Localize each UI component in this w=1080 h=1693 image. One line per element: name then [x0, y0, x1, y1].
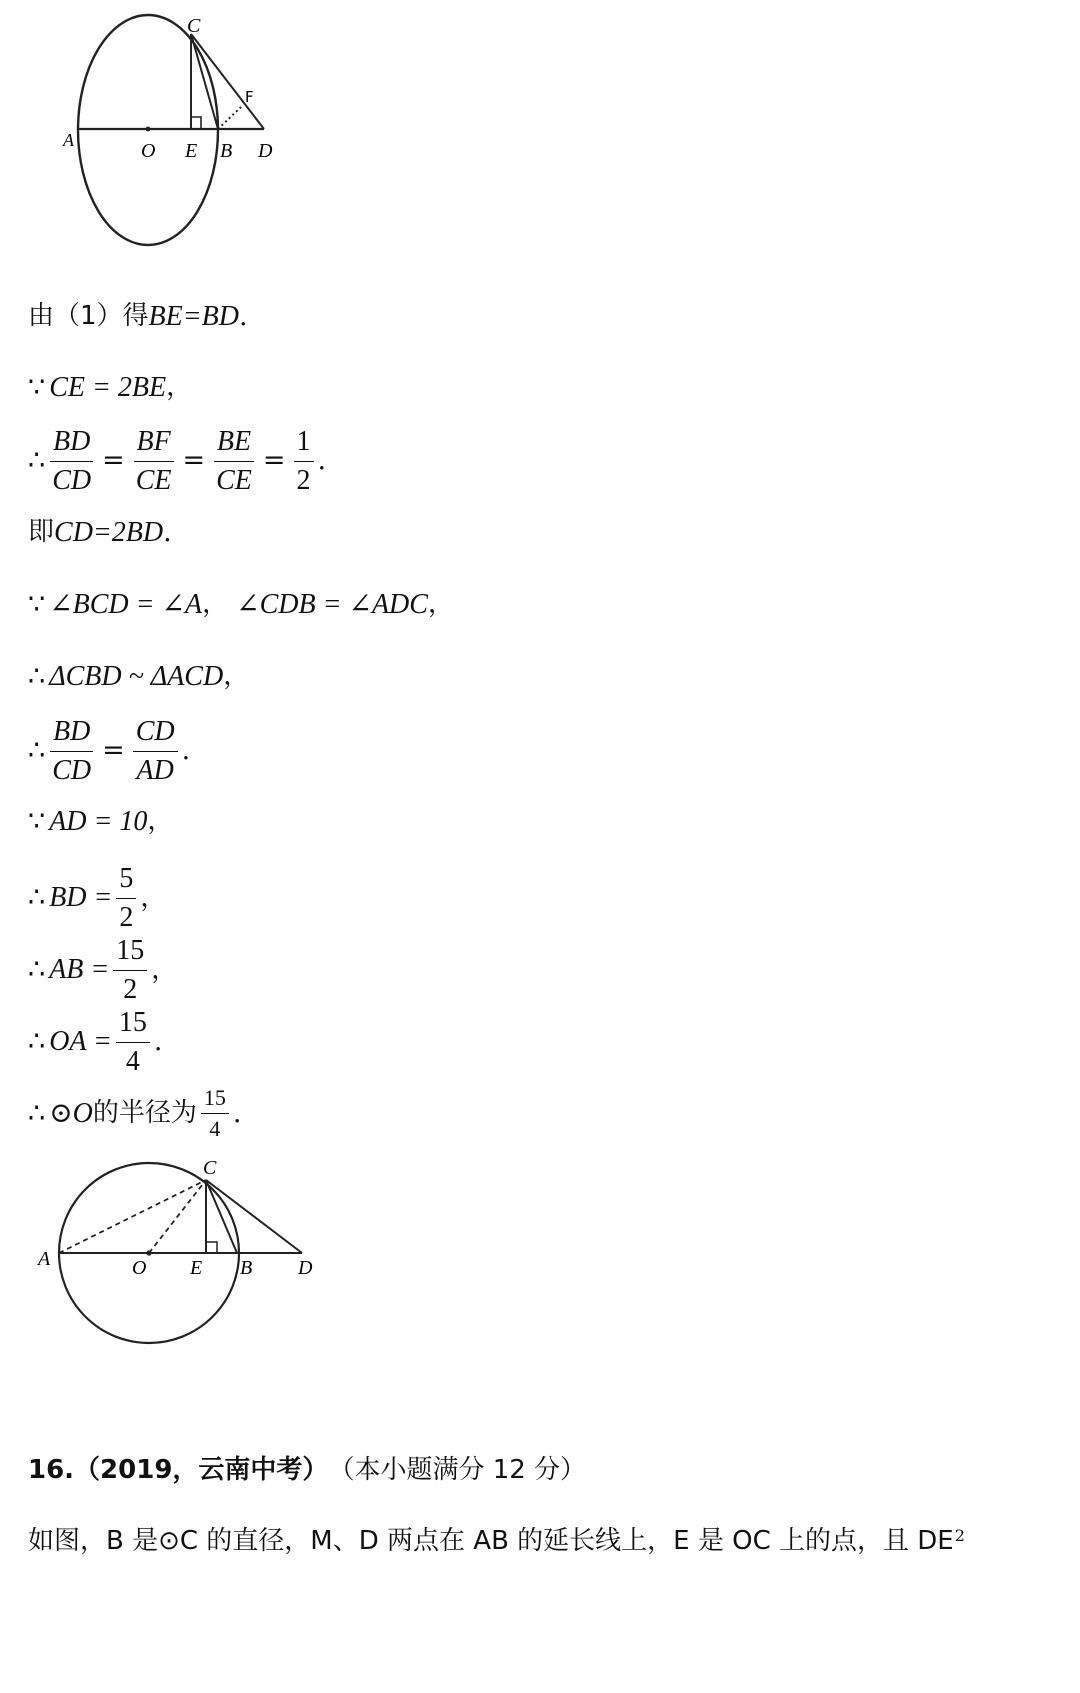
solution-line-8	[28, 805, 173, 839]
solution-line-10	[28, 934, 177, 1006]
text-pre: 即	[28, 517, 55, 548]
label-c: C	[187, 15, 201, 37]
solution-line-2	[28, 371, 192, 405]
separator: ，	[202, 589, 229, 620]
punct: .	[153, 1025, 163, 1057]
solution-line-9	[28, 862, 166, 934]
circle-o-symbol: ⊙O	[49, 1098, 93, 1130]
solution-line-4	[28, 516, 172, 550]
punct: .	[181, 734, 191, 766]
math: AB =	[49, 954, 110, 986]
math: AD = 10	[49, 806, 148, 837]
segment-ac-dashed	[59, 1180, 206, 1253]
therefore-symbol: ∴	[28, 660, 46, 692]
punct: .	[232, 1097, 242, 1129]
therefore-symbol: ∴	[28, 734, 46, 766]
label-f: F	[245, 88, 254, 106]
solution-line-6	[28, 660, 249, 694]
fraction-cd-ad: $\frac{CD}{AD}$	[133, 715, 178, 787]
punct: .	[238, 300, 248, 332]
center-o-dot	[146, 1250, 151, 1255]
right-angle-e	[206, 1242, 217, 1253]
problem-number: 16.（2019，云南中考）	[28, 1455, 329, 1485]
punct: .	[163, 516, 172, 548]
solution-line-11	[28, 1006, 163, 1078]
fraction-1-2: $\frac{1}{2}$	[294, 425, 314, 497]
fraction-bd-cd: $\frac{BD}{CD}$	[49, 425, 94, 497]
fraction-15-4: $\frac{15}{4}$	[116, 1006, 150, 1078]
therefore-symbol: ∴	[28, 1025, 46, 1057]
punct: ，	[166, 372, 193, 403]
therefore-symbol: ∴	[28, 953, 46, 985]
label-e: E	[190, 1257, 203, 1279]
math: CE = 2BE	[49, 372, 167, 403]
punct: .	[317, 444, 327, 476]
segment-cb	[191, 34, 218, 129]
problem-body	[28, 1526, 965, 1557]
figure-2-geometry	[30, 1150, 330, 1360]
fraction-bd-cd: $\frac{BD}{CD}$	[49, 715, 94, 787]
punct: ，	[151, 954, 178, 985]
math: BD =	[49, 882, 113, 914]
problem-heading	[28, 1455, 586, 1486]
segment-cd	[206, 1180, 302, 1253]
fraction-bf-ce: $\frac{BF}{CE}$	[133, 425, 175, 497]
punct: ，	[147, 806, 174, 837]
solution-line-12	[28, 1085, 241, 1143]
segment-oc-dashed	[149, 1180, 206, 1253]
punct: ，	[427, 589, 454, 620]
text: 的半径为	[92, 1098, 197, 1129]
fraction-5-2: $\frac{5}{2}$	[116, 862, 136, 934]
superscript: 2	[954, 1526, 965, 1545]
label-b: B	[240, 1257, 253, 1279]
fraction-15-2: $\frac{15}{2}$	[113, 934, 147, 1006]
center-o-dot	[146, 127, 151, 132]
right-angle-e	[191, 117, 201, 129]
label-o: O	[132, 1257, 147, 1279]
because-symbol: ∵	[28, 588, 46, 620]
fraction-15-4: $\frac{15}{4}$	[201, 1085, 229, 1143]
text-pre: 由（1）得	[28, 301, 149, 332]
math: CD=2BD	[54, 517, 164, 548]
figure-1-geometry	[55, 10, 295, 250]
problem-score: （本小题满分 12 分）	[328, 1455, 587, 1485]
math-2: ∠CDB = ∠ADC	[236, 589, 428, 620]
math: OA =	[49, 1026, 112, 1058]
punct: ，	[223, 661, 250, 692]
label-b: B	[220, 140, 233, 162]
therefore-symbol: ∴	[28, 1097, 46, 1129]
therefore-symbol: ∴	[28, 881, 46, 913]
punct: ，	[140, 882, 167, 913]
solution-line-5	[28, 588, 454, 622]
label-a: A	[63, 130, 74, 150]
segment-bf-dotted	[218, 107, 241, 129]
math-1: ∠BCD = ∠A	[49, 589, 203, 620]
because-symbol: ∵	[28, 805, 46, 837]
solution-line-1	[28, 300, 248, 334]
label-e: E	[185, 140, 198, 162]
label-d: D	[298, 1257, 313, 1279]
fraction-be-ce: $\frac{BE}{CE}$	[213, 425, 255, 497]
because-symbol: ∵	[28, 371, 46, 403]
label-o: O	[141, 140, 156, 162]
math: BE=BD	[148, 301, 239, 332]
label-d: D	[258, 140, 273, 162]
therefore-symbol: ∴	[28, 444, 46, 476]
problem-text: 如图，B 是⊙C 的直径，M、D 两点在 AB 的延长线上，E 是 OC 上的点，且 DE	[28, 1526, 954, 1556]
math: ΔCBD ~ ΔACD	[49, 661, 224, 692]
label-a: A	[38, 1248, 51, 1270]
label-c: C	[203, 1157, 217, 1179]
solution-line-3: ∴ $\frac{BD}{CD}$ = $\frac{BF}{CE}$ = $\frac{BE}{CE}$ = $\frac{1}{2}$ .	[28, 426, 327, 496]
segment-cd	[191, 34, 264, 129]
solution-line-7: ∴ $\frac{BD}{CD}$ = $\frac{CD}{AD}$ .	[28, 716, 191, 786]
